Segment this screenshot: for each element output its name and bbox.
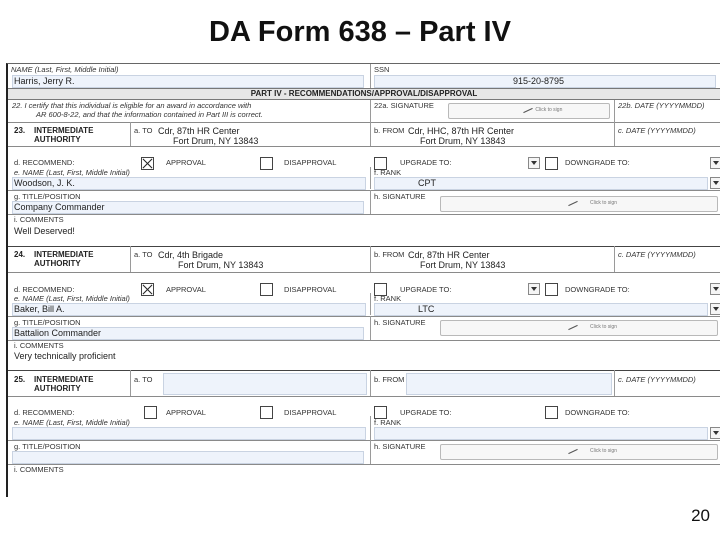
- pen-icon: [568, 448, 578, 454]
- page-number: 20: [691, 506, 710, 525]
- sec24-name-label: e. NAME (Last, First, Middle Initial): [14, 294, 130, 303]
- sec24-comments-label: i. COMMENTS: [14, 341, 64, 350]
- sec25-disapproval-label: DISAPPROVAL: [284, 408, 337, 417]
- sec24-upgrade-dropdown[interactable]: [528, 283, 540, 295]
- sec23-name-label: e. NAME (Last, First, Middle Initial): [14, 168, 130, 177]
- sec25-downgrade-checkbox[interactable]: [545, 406, 558, 419]
- sec23-number: 23.: [14, 126, 26, 135]
- sec24-title-position-value: Battalion Commander: [14, 328, 102, 338]
- sec24-rank-value: LTC: [418, 304, 435, 314]
- sec23-from-line2: Fort Drum, NY 13843: [420, 136, 506, 146]
- sec24-rank-dropdown[interactable]: [710, 303, 720, 315]
- sec23-recommend-label: d. RECOMMEND:: [14, 158, 75, 167]
- sec25-from-field[interactable]: [406, 373, 612, 395]
- da-form-638-part-iv: [6, 63, 720, 497]
- sec24-disapproval-checkbox[interactable]: [260, 283, 273, 296]
- sec25-date-label: c. DATE (YYYYMMDD): [618, 375, 696, 384]
- sec25-rank-dropdown[interactable]: [710, 427, 720, 439]
- sec23-approval-checkbox[interactable]: [141, 157, 154, 170]
- sec23-downgrade-dropdown[interactable]: [710, 157, 720, 169]
- sec24-title-line1: INTERMEDIATE: [34, 250, 94, 259]
- sec23-name-value: Woodson, J. K.: [14, 178, 75, 188]
- item22-certify-line1: 22. I certify that this individual is eligible for an award in accordance with: [12, 101, 252, 110]
- sec24-approval-label: APPROVAL: [166, 285, 206, 294]
- sec25-sign-button[interactable]: [440, 444, 718, 460]
- sec24-to-line1: Cdr, 4th Brigade: [158, 250, 224, 260]
- sec24-from-line2: Fort Drum, NY 13843: [420, 260, 506, 270]
- sec23-upgrade-dropdown[interactable]: [528, 157, 540, 169]
- sec24-from-line1: Cdr, 87th HR Center: [408, 250, 490, 260]
- sec24-date-label: c. DATE (YYYYMMDD): [618, 250, 696, 259]
- sec24-approval-checkbox[interactable]: [141, 283, 154, 296]
- sec23-sign-button[interactable]: [440, 196, 718, 212]
- sec24-upgrade-label: UPGRADE TO:: [400, 285, 452, 294]
- sec25-rank-label: f. RANK: [374, 418, 402, 427]
- sec25-from-label: b. FROM: [374, 375, 405, 384]
- sec23-rank-dropdown[interactable]: [710, 177, 720, 189]
- sec25-title-line1: INTERMEDIATE: [34, 375, 94, 384]
- part-iv-header: PART IV - RECOMMENDATIONS/APPROVAL/DISAPPROVAL: [8, 88, 720, 100]
- sec23-title-line2: AUTHORITY: [34, 135, 81, 144]
- sec24-recommend-label: d. RECOMMEND:: [14, 285, 75, 294]
- sec25-title-position-label: g. TITLE/POSITION: [14, 442, 81, 451]
- item22-certify-line2: AR 600-8-22, and that the information contained in Part III is correct.: [36, 110, 263, 119]
- sec25-to-field[interactable]: [163, 373, 367, 395]
- sec24-title-line2: AUTHORITY: [34, 259, 81, 268]
- sec24-number: 24.: [14, 250, 26, 259]
- sec23-date-label: c. DATE (YYYYMMDD): [618, 126, 696, 135]
- pen-icon: [568, 324, 578, 330]
- pen-icon: [523, 107, 533, 113]
- sec25-disapproval-checkbox[interactable]: [260, 406, 273, 419]
- sec23-to-line2: Fort Drum, NY 13843: [173, 136, 259, 146]
- sec25-name-label: e. NAME (Last, First, Middle Initial): [14, 418, 130, 427]
- sec25-approval-label: APPROVAL: [166, 408, 206, 417]
- sec23-from-line1: Cdr, HHC, 87th HR Center: [408, 126, 515, 136]
- sec24-downgrade-checkbox[interactable]: [545, 283, 558, 296]
- sec24-name-value: Baker, Bill A.: [14, 304, 65, 314]
- sec24-downgrade-dropdown[interactable]: [710, 283, 720, 295]
- sec24-title-position-label: g. TITLE/POSITION: [14, 318, 81, 327]
- sec23-downgrade-label: DOWNGRADE TO:: [565, 158, 630, 167]
- sec25-rank-field[interactable]: [374, 427, 708, 440]
- sign-button-label: Click to sign: [590, 448, 617, 454]
- sec24-sign-button[interactable]: [440, 320, 718, 336]
- sec23-rank-value: CPT: [418, 178, 436, 188]
- item22a-sign-button[interactable]: [448, 103, 610, 119]
- sec23-disapproval-checkbox[interactable]: [260, 157, 273, 170]
- sec25-signature-label: h. SIGNATURE: [374, 442, 426, 451]
- item22b-date-label: 22b. DATE (YYYYMMDD): [618, 101, 705, 110]
- sec24-to-label: a. TO: [134, 250, 153, 259]
- sec23-to-label: a. TO: [134, 126, 153, 135]
- sec24-disapproval-label: DISAPPROVAL: [284, 285, 337, 294]
- ssn-value: 915-20-8795: [513, 76, 565, 86]
- sec23-rank-label: f. RANK: [374, 168, 402, 177]
- sec24-comments-value: Very technically proficient: [14, 351, 116, 361]
- sec23-to-line1: Cdr, 87th HR Center: [158, 126, 240, 136]
- sign-button-label: Click to sign: [590, 200, 617, 206]
- sec23-comments-label: i. COMMENTS: [14, 215, 64, 224]
- sec23-upgrade-label: UPGRADE TO:: [400, 158, 452, 167]
- sign-button-label: Click to sign: [535, 107, 563, 113]
- sec24-from-label: b. FROM: [374, 250, 405, 259]
- item22a-signature-label: 22a. SIGNATURE: [374, 101, 434, 110]
- sec25-name-field[interactable]: [12, 427, 366, 440]
- sec25-to-label: a. TO: [134, 375, 153, 384]
- sec25-title-position-field[interactable]: [12, 451, 364, 464]
- sec24-downgrade-label: DOWNGRADE TO:: [565, 285, 630, 294]
- sec23-approval-label: APPROVAL: [166, 158, 206, 167]
- sec23-title-position-label: g. TITLE/POSITION: [14, 192, 81, 201]
- sec24-signature-label: h. SIGNATURE: [374, 318, 426, 327]
- sec25-downgrade-label: DOWNGRADE TO:: [565, 408, 630, 417]
- sec25-approval-checkbox[interactable]: [144, 406, 157, 419]
- sec25-recommend-label: d. RECOMMEND:: [14, 408, 75, 417]
- sec25-number: 25.: [14, 375, 26, 384]
- sec23-comments-value: Well Deserved!: [14, 226, 75, 236]
- sec25-title-line2: AUTHORITY: [34, 384, 81, 393]
- sec25-comments-label: i. COMMENTS: [14, 465, 64, 474]
- sec24-to-line2: Fort Drum, NY 13843: [178, 260, 264, 270]
- sec23-signature-label: h. SIGNATURE: [374, 192, 426, 201]
- sec24-rank-label: f. RANK: [374, 294, 402, 303]
- sec23-disapproval-label: DISAPPROVAL: [284, 158, 337, 167]
- name-label: NAME (Last, First, Middle Initial): [11, 65, 119, 74]
- sec23-downgrade-checkbox[interactable]: [545, 157, 558, 170]
- sec23-title-line1: INTERMEDIATE: [34, 126, 94, 135]
- ssn-label: SSN: [374, 65, 390, 74]
- sec23-from-label: b. FROM: [374, 126, 405, 135]
- sec23-title-position-value: Company Commander: [14, 202, 105, 212]
- sign-button-label: Click to sign: [590, 324, 617, 330]
- sec25-upgrade-label: UPGRADE TO:: [400, 408, 452, 417]
- slide-title: DA Form 638 – Part IV: [209, 16, 511, 48]
- name-value: Harris, Jerry R.: [14, 76, 75, 86]
- pen-icon: [568, 200, 578, 206]
- sec24-name-field[interactable]: [12, 303, 366, 316]
